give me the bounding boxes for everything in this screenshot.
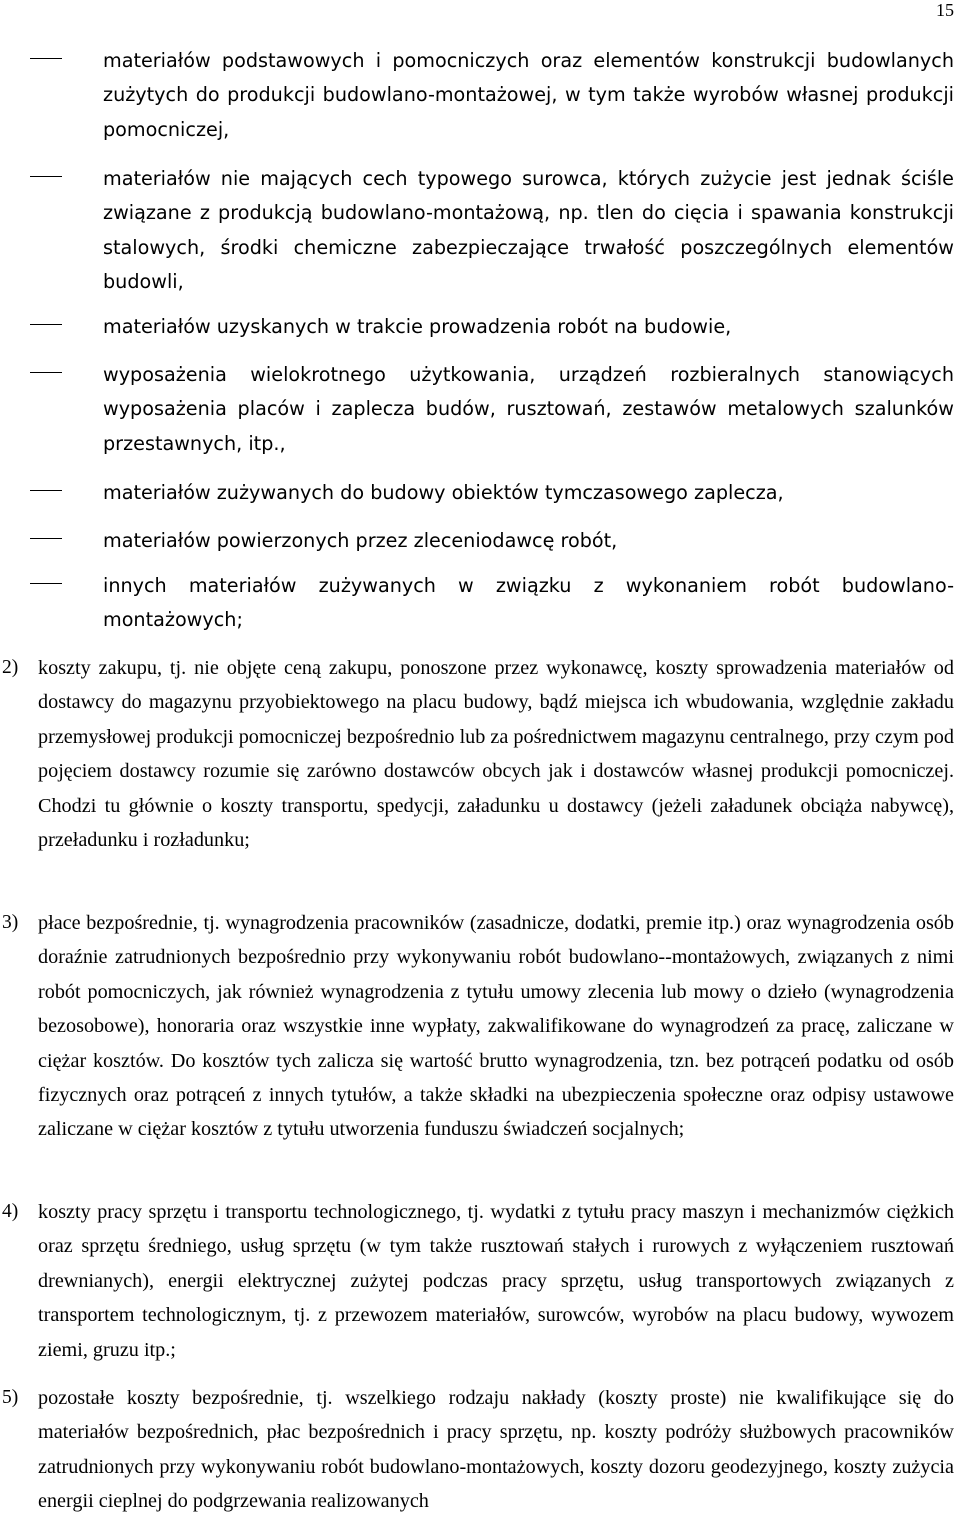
item-number: 3): [2, 912, 19, 933]
numbered-item-text: pozostałe koszty bezpośrednie, tj. wszelkiego rodzaju nakłady (koszty proste) nie kwalifikujące się do materiałów bezpośrednich, płac bezpośrednich i pracy sprzętu, np. koszty podróży służbowych pracowników zatrudnionych przy wykonywaniu robót budowlano-montażowych, koszty dozoru geodezyjnego, koszty zużycia energii cieplnej do podgrzewania realizowanych: [38, 1387, 954, 1513]
list-item-text: materiałów uzyskanych w trakcie prowadzenia robót na budowie,: [103, 315, 732, 338]
page-number: 15: [936, 0, 954, 20]
item-number: 5): [2, 1387, 19, 1408]
list-item-text: materiałów zużywanych do budowy obiektów tymczasowego zaplecza,: [103, 481, 784, 504]
numbered-item-text: koszty zakupu, tj. nie objęte ceną zakupu, ponoszone przez wykonawcę, koszty sprowadzenia materiałów od dostawcy do magazynu przyobiektowego na placu budowy, bądź miejsca ich wbudowania, względnie zakładu przemysłowej produkcji pomocniczej bezpośrednio lub za pośrednictwem magazynu centralnego, przy czym pod pojęciem dostawcy rozumie się zarówno dostawców obcych jak i dostawców własnej produkcji pomocniczej. Chodzi tu głównie o koszty transportu, spedycji, załadunku u dostawcy (jeżeli załadunek obciąża nabywcę), przeładunku i rozładunku;: [38, 657, 954, 852]
list-item-text: innych materiałów zużywanych w związku z wykonaniem robót budowlano-montażowych;: [103, 574, 954, 632]
item-number: 2): [2, 657, 19, 678]
dash-bullet: [30, 324, 62, 325]
item-number: 4): [2, 1201, 19, 1222]
list-item-text: materiałów podstawowych i pomocniczych oraz elementów konstrukcji budowlanych zużytych do produkcji budowlano-montażowej, w tym także wyrobów własnej produkcji pomocniczej,: [103, 49, 954, 141]
dash-bullet: [30, 58, 62, 59]
dash-bullet: [30, 583, 62, 584]
list-item-text: wyposażenia wielokrotnego użytkowania, urządzeń rozbieralnych stanowiących wyposażenia placów i zaplecza budów, rusztowań, zestawów metalowych szalunków przestawnych, itp.,: [103, 363, 954, 455]
list-item-text: materiałów powierzonych przez zleceniodawcę robót,: [103, 529, 618, 552]
dash-bullet: [30, 372, 62, 373]
numbered-item-text: koszty pracy sprzętu i transportu technologicznego, tj. wydatki z tytułu pracy maszyn i mechanizmów ciężkich oraz sprzętu średniego, usług sprzętu (w tym także rusztowań stałych i rurowych z wyłączeniem rusztowań drewnianych), energii elektrycznej zużytej podczas pracy sprzętu, usług transportowych związanych z transportem technologicznym, tj. z przewozem materiałów, surowców, wyrobów na placu budowy, wywozem ziemi, gruzu itp.;: [38, 1201, 954, 1361]
dash-bullet: [30, 538, 62, 539]
numbered-item-text: płace bezpośrednie, tj. wynagrodzenia pracowników (zasadnicze, dodatki, premie itp.) oraz wynagrodzenia osób doraźnie zatrudnionych bezpośrednio przy wykonywaniu robót budowlano--montażowych, związanych z nimi robót pomocniczych, jak również wynagrodzenia z tytułu umowy zlecenia lub mowy o dzieło (wynagrodzenia bezosobowe), honoraria oraz wszystkie inne wypłaty, zakwalifikowane do wynagrodzeń za pracę, zaliczane w ciężar kosztów. Do kosztów tych zalicza się wartość brutto wynagrodzenia, tzn. bez potrąceń podatku od osób fizycznych oraz potrąceń z innych tytułów, a także składki na ubezpieczenia społeczne oraz odpisy ustawowe zaliczane w ciężar kosztów z tytułu utworzenia funduszu świadczeń socjalnych;: [38, 912, 954, 1141]
list-item-text: materiałów nie mających cech typowego surowca, których zużycie jest jednak ściśle związane z produkcją budowlano-montażową, np. tlen do cięcia i spawania konstrukcji stalowych, środki chemiczne zabezpieczające trwałość poszczególnych elementów budowli,: [103, 167, 954, 294]
dash-bullet: [30, 490, 62, 491]
dash-bullet: [30, 176, 62, 177]
